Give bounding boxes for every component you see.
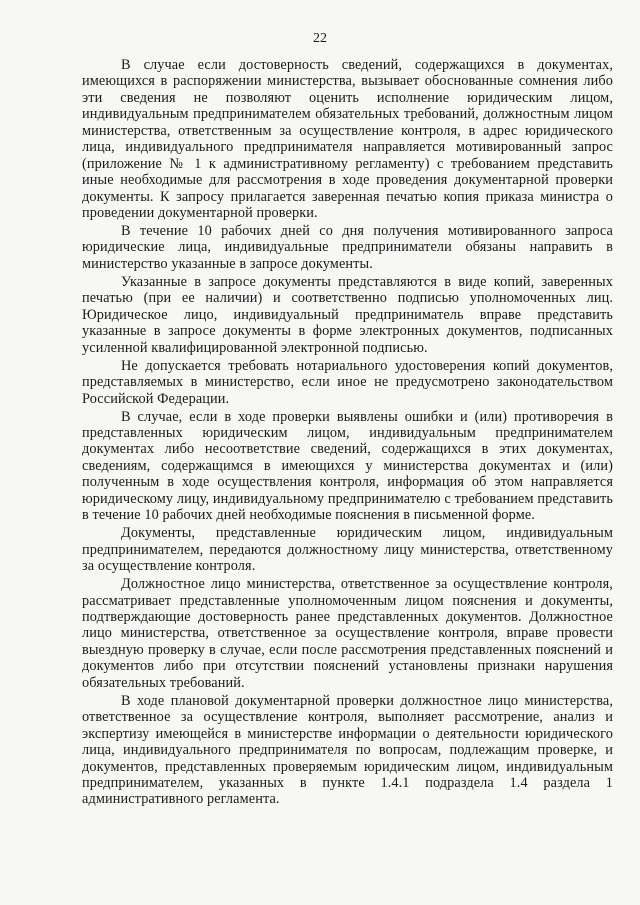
page-number: 22	[313, 31, 327, 46]
paragraph-6: Документы, представленные юридическим лицом, индивидуальным предпринимателем, передаются должностному лицу министерства, ответственному за осуществление контроля.	[82, 525, 613, 575]
paragraph-5: В случае, если в ходе проверки выявлены ошибки и (или) противоречия в представленных юридическим лицом, индивидуальным предпринимателем документах либо несоответствие сведений, содержащихся в этих документах, сведениям, содержащимся в имеющихся у министерства документах и (или) полученным в ходе осуществления контроля, информация об этом направляется юридическому лицу, индивидуальному предпринимателю с требованием представить в течение 10 рабочих дней необходимые пояснения в письменной форме.	[82, 408, 613, 524]
paragraph-8: В ходе плановой документарной проверки должностное лицо министерства, ответственное за осуществление контроля, выполняет рассмотрение, анализ и экспертизу имеющейся в министерстве информации о деятельности юридического лица, индивидуального предпринимателя по вопросам, подлежащим проверке, и документов, представленных проверяемым юридическим лицом, индивидуальным предпринимателем, указанных в пункте 1.4.1 подраздела 1.4 раздела 1 административного регламента.	[82, 692, 613, 808]
paragraph-7: Должностное лицо министерства, ответственное за осуществление контроля, рассматривает представленные уполномоченным лицом пояснения и документы, подтверждающие достоверность ранее представленных документов. Должностное лицо министерства, ответственное за осуществление контроля, вправе провести выездную проверку в случае, если после рассмотрения представленных пояснений и документов либо при отсутствии пояснений установлены признаки нарушения обязательных требований.	[82, 576, 613, 691]
paragraph-2: В течение 10 рабочих дней со дня получения мотивированного запроса юридические лица, индивидуальные предприниматели обязаны направить в министерство указанные в запросе документы.	[82, 223, 613, 272]
paragraph-4: Не допускается требовать нотариального удостоверения копий документов, представляемых в министерство, если иное не предусмотрено законодательством Российской Федерации.	[82, 357, 613, 407]
paragraph-1: В случае если достоверность сведений, содержащихся в документах, имеющихся в распоряжении министерства, вызывает обоснованные сомнения либо эти сведения не позволяют оценить исполнение юридическим лицом, индивидуальным предпринимателем обязательных требований, должностным лицом министерства, ответственным за осуществление контроля, в адрес юридического лица, индивидуального предпринимателя направляется мотивированный запрос (приложение № 1 к административному регламенту) с требованием представить иные необходимые для рассмотрения в ходе проведения документарной проверки документы. К запросу прилагается заверенная печатью копия приказа министра о проведении документарной проверки.	[82, 57, 613, 222]
paragraph-3: Указанные в запросе документы представляются в виде копий, заверенных печатью (при ее наличии) и соответственно подписью уполномоченных лиц. Юридическое лицо, индивидуальный предприниматель вправе представить указанные в запросе документы в форме электронных документов, подписанных усиленной квалифицированной электронной подписью.	[82, 273, 613, 356]
document-body	[82, 57, 613, 809]
